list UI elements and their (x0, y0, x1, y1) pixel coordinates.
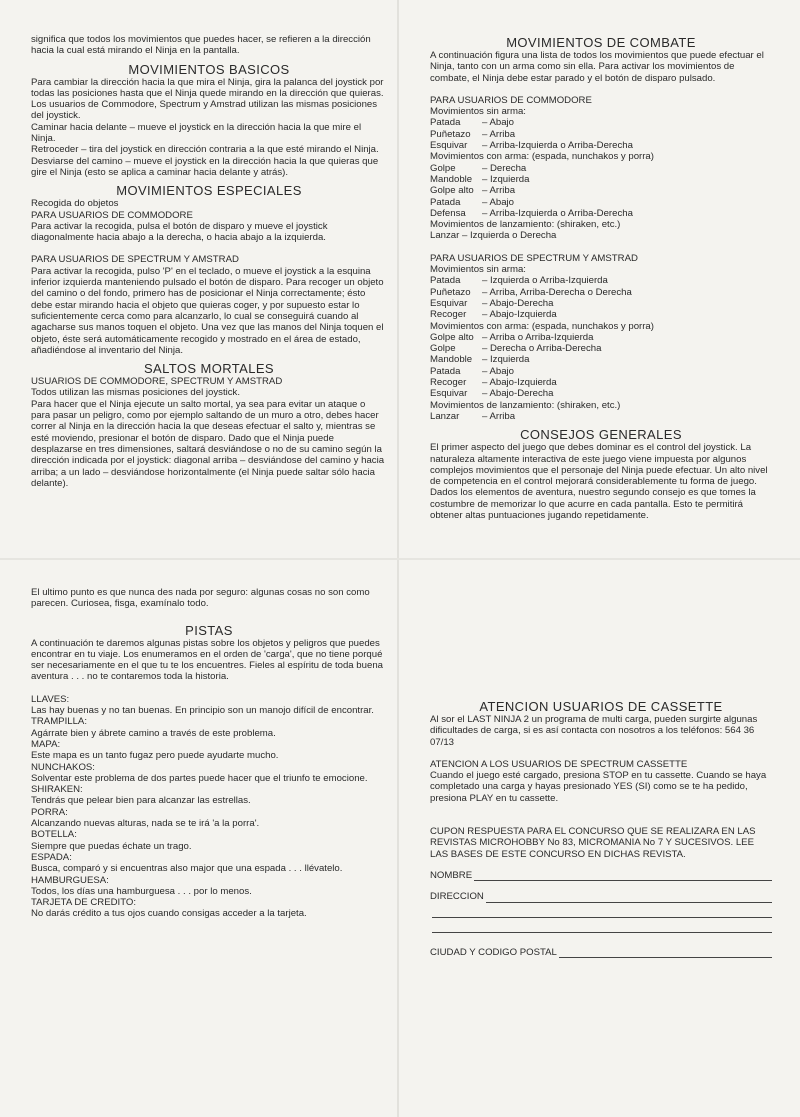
move-direction: – Abajo-Izquierda (482, 377, 557, 389)
somersaults-line: Todos utilizan las mismas posiciones del joystick. (31, 387, 241, 399)
basic-paragraph: Desviarse del camino – mueve el joystick en la dirección hacia la que quieras que gire el Ninja (esto se aplica a caminar hacia delante y atrás). (31, 155, 379, 178)
clue-hint: Las hay buenas y no tan buenas. En principio son un manojo difícil de encontrar. (31, 705, 374, 717)
throw-line: Lanzar – Izquierda o Derecha (430, 230, 557, 242)
move-direction: – Abajo-Izquierda (482, 309, 557, 321)
move-row (430, 411, 772, 422)
spectrum-heading: PARA USUARIOS DE SPECTRUM Y AMSTRAD (31, 254, 239, 266)
move-name: Golpe alto (430, 185, 474, 197)
clue-hint: Este mapa es un tanto fugaz pero puede ayudarte mucho. (31, 750, 279, 762)
intro-text: significa que todos los movimientos que puedes hacer, se refieren a la dirección hacia la cual está mirando el Ninja en la pantalla. (31, 34, 371, 57)
panel-bottom-right (430, 700, 772, 958)
advice-title: CONSEJOS GENERALES (520, 427, 682, 443)
address-line-3[interactable] (432, 918, 772, 933)
basic-moves-title: MOVIMIENTOS BASICOS (128, 61, 290, 77)
move-direction: – Derecha o Arriba-Derecha (482, 343, 602, 355)
cassette-text: Al sor el LAST NINJA 2 un programa de multi carga, pueden surgirte algunas dificultades de carga, si es así contacta con nosotros a los teléfonos: 564 36 07/13 (430, 714, 758, 748)
somersaults-text: Para hacer que el Ninja ejecute un salto mortal, ya sea para evitar un ataque o para pasar un peligro, como por ejemplo saltando de un muro a otro, debes hacer correr al Ninja en la dirección hacia la que deseas efectuar el salto y, mientras se esté moviendo, presionar el botón de disparo. Dado que el Ninja puede desplazarse en tres dimensiones, saltará desviándose o no de su camino según la dirección indicada por el joystick: diagonal arriba – desviándose del camino y hacia arriba; a un lado – desviándose horizontalmente (el Ninja puede saltar sólo hacia delante). (31, 398, 385, 489)
move-name: Golpe alto (430, 331, 474, 343)
panel-top-right (430, 36, 772, 521)
move-direction: – Arriba-Izquierda o Arriba-Derecha (482, 140, 633, 152)
move-row (430, 343, 772, 354)
clues-intro: A continuación te daremos algunas pistas sobre los objetos y peligros que puedes encontrar en tu viaje. Los enumeramos en el orden de 'carga', que no tiene porqué ser necesariamente en el que tu te los encuentres. Fieles al espíritu de toda buena aventura . . . no te contaremos toda la historia. (31, 637, 383, 683)
move-row (430, 185, 772, 196)
move-name: Patada (430, 365, 461, 377)
move-name: Mandoble (430, 173, 473, 185)
clue-hint: No darás crédito a tus ojos cuando consigas acceder a la tarjeta. (31, 908, 307, 920)
clue-name: HAMBURGUESA: (31, 874, 109, 886)
move-row (430, 366, 772, 377)
move-row (430, 354, 772, 365)
move-direction: – Derecha (482, 162, 527, 174)
move-row (430, 197, 772, 208)
move-direction: – Izquierda (482, 173, 530, 185)
move-direction: – Izquierda (482, 354, 530, 366)
name-field[interactable] (430, 870, 772, 881)
move-direction: – Abajo-Derecha (482, 297, 554, 309)
somersaults-title: SALTOS MORTALES (143, 361, 275, 377)
unarmed-label: Movimientos sin arma: (430, 264, 526, 276)
somersaults-heading: USUARIOS DE COMMODORE, SPECTRUM Y AMSTRAD (31, 376, 283, 388)
clue-hint: Siempre que puedas échate un trago. (31, 840, 192, 852)
move-row (430, 287, 772, 298)
move-name: Puñetazo (430, 286, 471, 298)
move-direction: – Abajo (482, 365, 515, 377)
address-line[interactable] (486, 894, 772, 903)
move-direction: – Arriba (482, 185, 516, 197)
throw-label: Movimientos de lanzamiento: (shiraken, etc.) (430, 399, 621, 411)
move-name: Golpe (430, 343, 456, 355)
move-direction: – Arriba, Arriba-Derecha o Derecha (482, 286, 632, 298)
move-direction: – Abajo (482, 196, 515, 208)
move-name: Recoger (430, 377, 467, 389)
city-line[interactable] (559, 949, 772, 958)
move-name: Esquivar (430, 297, 468, 309)
move-name: Recoger (430, 309, 467, 321)
commodore-pickup-text: Para activar la recogida, pulsa el botón de disparo y mueve el joystick diagonalmente hacia abajo a la derecha, o hacia abajo a la izquierda. (31, 220, 328, 244)
move-row (430, 309, 772, 320)
move-name: Puñetazo (430, 128, 471, 140)
clue-name: MAPA: (31, 738, 61, 750)
coupon-text: CUPON RESPUESTA PARA EL CONCURSO QUE SE REALIZARA EN LAS REVISTAS MICROHOBBY No 83, MICROMANIA No 7 Y SUCESIVOS. LEE LAS BASES DE ESTE CONCURSO EN DICHAS REVISTA. (430, 826, 756, 860)
name-line[interactable] (474, 872, 772, 881)
clue-list (31, 694, 387, 920)
unarmed-label: Movimientos sin arma: (430, 106, 526, 118)
spectrum-cassette-heading: ATENCION A LOS USUARIOS DE SPECTRUM CASSETTE (430, 758, 688, 770)
name-label: NOMBRE (430, 869, 473, 881)
clue-name: TRAMPILLA: (31, 716, 87, 728)
move-direction: – Arriba-Izquierda o Arriba-Derecha (482, 207, 633, 219)
move-row (430, 129, 772, 140)
move-row (430, 377, 772, 388)
basic-paragraph: Para cambiar la dirección hacia la que mira el Ninja, gira la palanca del joystick por todas las posiciones hasta que el Ninja quede mirando en la dirección que quieras. (31, 76, 384, 99)
spectrum-cassette-text: Cuando el juego esté cargado, presiona STOP en tu cassette. Cuando se haya completado una carga y hayas presionado YES (SI) como se te ha pedido, presiona PLAY en tu cassette. (430, 770, 767, 804)
clue-name: BOTELLA: (31, 829, 77, 841)
combat-title: MOVIMIENTOS DE COMBATE (506, 35, 696, 50)
move-name: Esquivar (430, 388, 468, 400)
commodore-heading: PARA USUARIOS DE COMMODORE (430, 94, 592, 106)
move-name: Patada (430, 117, 461, 129)
clue-hint: Alcanzando nuevas alturas, nada se te irá 'a la porra'. (31, 818, 260, 830)
clue-name: TARJETA DE CREDITO: (31, 897, 137, 909)
cassette-title: ATENCION USUARIOS DE CASSETTE (479, 699, 723, 714)
move-name: Patada (430, 275, 461, 287)
armed-label: Movimientos con arma: (espada, nunchakos y porra) (430, 320, 654, 332)
advice-text: El primer aspecto del juego que debes dominar es el control del joystick. La naturaleza altamente interactiva de este juego viene impuesta por algunos complejos movimientos que el personaje del Ninja puede efectuar. Un alto nivel de competencia en el control mejorará considerablemente tu forma de juego. Dados los elementos de aventura, nuestro segundo consejo es que tomes la costumbre de memorizar lo que acurre en cada pantalla. Esto te permitirá obtener altas puntuaciones jugando repetidamente. (430, 442, 768, 521)
city-field[interactable] (430, 947, 772, 958)
address-label: DIRECCION (430, 891, 484, 903)
move-name: Golpe (430, 162, 456, 174)
closing-intro: El ultimo punto es que nunca des nada por seguro: algunas cosas no son como parecen. Curiosea, fisga, examínalo todo. (31, 587, 370, 610)
move-name: Lanzar (430, 410, 460, 422)
clue-name: ESPADA: (31, 851, 72, 863)
clue-hint: Agárrate bien y ábrete camino a través de este problema. (31, 727, 276, 739)
address-field[interactable] (430, 891, 772, 902)
spectrum-pickup-text: Para activar la recogida, pulso 'P' en el teclado, o mueve el joystick a la esquina inferior izquierda manteniendo pulsado el botón de disparo. Para recoger un objeto del camino o del fondo, primero has de posicionar el Ninja correctamente; ésto debe estar mirando hacia el objeto que quieras coger, y por supuesto estar lo suficientemente cerca como para alcanzarlo, lo cual se conseguirá cuando al agacharse sus manos toquen el objeto. Una vez que las manos del Ninja toquen el objeto, éste será automáticamente recogido y mostrado en el área de estado, añadiéndose al inventario del Ninja. (31, 265, 384, 356)
move-row (430, 275, 772, 286)
move-name: Defensa (430, 207, 466, 219)
horizontal-fold (0, 558, 800, 560)
move-name: Mandoble (430, 354, 473, 366)
special-subtitle: Recogida do objetos (31, 198, 119, 210)
combat-intro: A continuación figura una lista de todos los movimientos que puede efectuar el Ninja, tanto con un arma como sin ella. Para activar los movimientos de combate, el Ninja debe estar parado y el botón de disparo pulsado. (430, 50, 764, 84)
basic-paragraph: Caminar hacia delante – mueve el joystick en la dirección hacia la que mire el Ninja. (31, 121, 362, 145)
clue-name: NUNCHAKOS: (31, 761, 95, 773)
panel-top-left (31, 34, 387, 489)
panel-bottom-left (31, 587, 387, 920)
clues-title: PISTAS (185, 622, 233, 638)
clue-hint: Solventar este problema de dos partes puede hacer que el triunfo te emocione. (31, 772, 368, 784)
clue-name: PORRA: (31, 806, 68, 818)
move-direction: – Izquierda o Arriba-Izquierda (482, 275, 608, 287)
move-row (430, 332, 772, 343)
address-line-2[interactable] (432, 903, 772, 918)
clue-name: SHIRAKEN: (31, 784, 83, 796)
clue-hint: Busca, comparó y si encuentras also major que una espada . . . llévatelo. (31, 863, 343, 875)
move-direction: – Arriba (482, 128, 516, 140)
move-row (430, 117, 772, 128)
throw-label: Movimientos de lanzamiento: (shiraken, etc.) (430, 219, 621, 231)
move-name: Esquivar (430, 140, 468, 152)
move-direction: – Abajo (482, 117, 515, 129)
move-direction: – Arriba (482, 410, 516, 422)
armed-label: Movimientos con arma: (espada, nunchakos y porra) (430, 151, 654, 163)
move-row (430, 388, 772, 399)
basic-paragraph: Retroceder – tira del joystick en dirección contraria a la que esté mirando el Ninja. (31, 144, 379, 156)
move-name: Patada (430, 196, 461, 208)
spectrum-heading: PARA USUARIOS DE SPECTRUM Y AMSTRAD (430, 252, 638, 264)
move-row (430, 163, 772, 174)
city-label: CIUDAD Y CODIGO POSTAL (430, 946, 557, 958)
special-moves-title: MOVIMIENTOS ESPECIALES (116, 183, 302, 199)
move-row (430, 140, 772, 151)
clue-name: LLAVES: (31, 693, 70, 705)
move-row (430, 208, 772, 219)
basic-paragraph: Los usuarios de Commodore, Spectrum y Amstrad utilizan las mismas posiciones del joystick. (31, 99, 378, 122)
move-direction: – Abajo-Derecha (482, 388, 554, 400)
clue-hint: Todos, los días una hamburguesa . . . por lo menos. (31, 885, 252, 897)
commodore-heading: PARA USUARIOS DE COMMODORE (31, 209, 193, 221)
move-row (430, 174, 772, 185)
move-row (430, 298, 772, 309)
clue-hint: Tendrás que pelear bien para alcanzar las estrellas. (31, 795, 251, 807)
move-direction: – Arriba o Arriba-Izquierda (482, 331, 594, 343)
